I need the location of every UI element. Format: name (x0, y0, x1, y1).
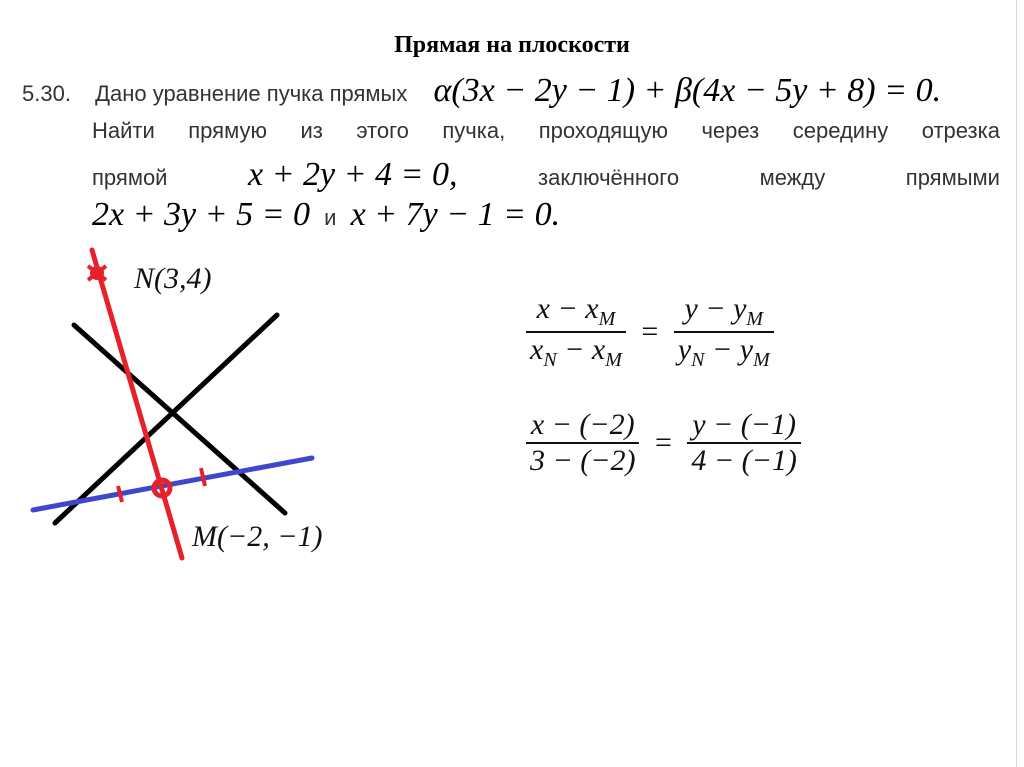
fraction-right (687, 408, 800, 478)
word: и (324, 205, 337, 230)
fraction-right (674, 292, 774, 372)
equals-sign: = (641, 315, 659, 348)
segment-tick-left (118, 486, 122, 502)
page-title: Прямая на плоскости (394, 32, 630, 58)
problem-number: 5.30. (22, 81, 71, 106)
numerator: y − (−1) (692, 408, 797, 441)
label-point-n: N(3,4) (134, 262, 212, 295)
pencil-equation: α(3x − 2y − 1) + β(4x − 5y + 8) = 0. (433, 72, 942, 109)
boundary-line-2-equation: x + 7y − 1 = 0. (350, 196, 561, 233)
word: проходящую (538, 118, 668, 143)
word: Найти (92, 118, 155, 143)
denominator: 3 − (−2) (530, 444, 636, 477)
word: середину (792, 118, 889, 143)
numerator: $x - x_M$ (536, 292, 616, 330)
formula-substituted (526, 408, 801, 478)
equals-sign: = (654, 426, 672, 459)
word: этого (356, 118, 409, 143)
word: пучка, (442, 118, 506, 143)
segment-line-equation: x + 2y + 4 = 0, (247, 156, 458, 193)
denominator: 4 − (−1) (691, 444, 797, 477)
numerator: $y - y_M$ (684, 292, 764, 330)
fraction-left (526, 408, 639, 478)
denominator: $y_N - y_M$ (677, 333, 770, 371)
boundary-line-1-equation: 2x + 3y + 5 = 0 (92, 196, 311, 233)
n-point-marker (88, 266, 106, 280)
fraction-left (526, 292, 626, 372)
denominator: $x_N - x_M$ (530, 333, 622, 371)
word: прямую (188, 118, 267, 143)
word: отрезка (921, 118, 1000, 143)
word: из (300, 118, 323, 143)
word: прямой (92, 165, 168, 190)
word: через (701, 118, 760, 143)
formula-line-through-two-points (526, 292, 774, 372)
segment-tick-right (201, 468, 205, 486)
word: заключённого (538, 165, 680, 190)
problem-text-intro: Дано уравнение пучка прямых (95, 81, 408, 106)
numerator: x − (−2) (530, 408, 635, 441)
word: между (759, 165, 826, 190)
word: прямыми (905, 165, 1000, 190)
red-line (92, 250, 182, 558)
label-point-m: M(−2, −1) (192, 520, 323, 553)
